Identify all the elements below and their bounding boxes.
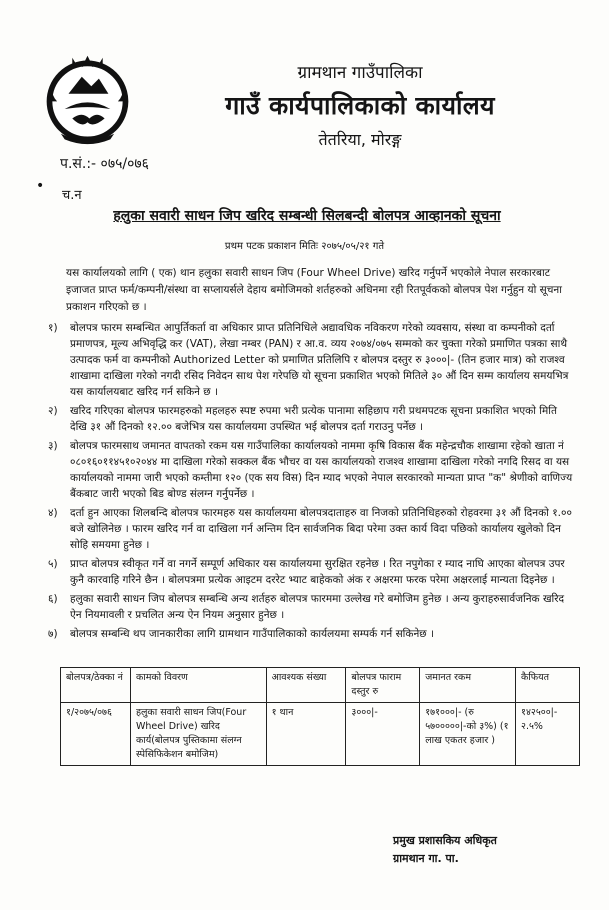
column-header: बोलपत्र फाराम दस्तुर रु [346, 668, 420, 703]
condition-number: ७) [48, 628, 58, 640]
table-header-row [61, 668, 580, 703]
column-header: कामको विवरण [130, 668, 266, 703]
government-emblem-logo [40, 52, 135, 147]
office-address: तेतरिया, मोरङ्ग [318, 130, 402, 149]
notice-title: हलुका सवारी साधन जिप खरिद सम्बन्धी सिलबन्दी बोलपत्र आव्हानको सूचना [113, 208, 501, 224]
condition-text: बोलपत्र सम्बन्धि थप जानकारीका लागि ग्रामथान गाउँपालिकाको कार्यलयमा सम्पर्क गर्न सकिनेछ । [70, 628, 434, 640]
column-header: बोलपत्र/ठेक्का नं [61, 668, 131, 703]
condition-number: ६) [48, 593, 58, 605]
publication-date: प्रथम पटक प्रकाशन मितिः २०७५/०५/२१ गते [224, 241, 385, 252]
table-cell: १/२०७५/०७६ [61, 703, 131, 766]
condition-text: खरिद गरिएका बोलपत्र फारमहरुको महलहरु स्पष्ट रुपमा भरी प्रत्येक पानामा सहिछाप गरी प्रथमपटक सूचना प्रकाशित भएको मिति देखि ३१ औं दिनको १२.०० बजेभित्र यस कार्यालयमा उपस्थित भई बोलपत्र दर्ता गराउनु पर्नेछ । [70, 405, 557, 433]
signatory-title: प्रमुख प्रशासकिय अधिकृत [393, 834, 497, 847]
signatory-office: ग्रामथान गा. पा. [393, 852, 459, 865]
bid-details-table [60, 667, 580, 766]
column-header: जमानत रकम [420, 668, 516, 703]
condition-item [48, 556, 576, 588]
column-header: कैफियत [516, 668, 580, 703]
condition-item [48, 505, 576, 553]
condition-item [48, 626, 576, 642]
municipality-name: ग्रामथान गाउँपालिका [297, 63, 423, 83]
table-cell: १७१०००|- (रु ५७०००००|-को ३%) (१ लाख एकतर हजार ) [420, 703, 516, 766]
conditions-list [48, 320, 576, 645]
condition-text: बोलपत्र फारम सम्बन्धित आपुर्तिकर्ता वा अधिकार प्राप्त प्रतिनिधिले अद्यावधिक नविकरण गरेको व्यवसाय, संस्था वा कम्पनीको दर्ता प्रमाणपत्र, मूल्य अभिवृद्धि कर (VAT), लेखा नम्बर (PAN) र आ.व. व्यय २०७४/०७५ सम्मको कर चुक्ता गरेको प्रमाणित पत्रका साथै उत्पादक फर्म वा कम्पनीको Authorized Letter को प्रमाणित प्रतिलिपि र बोलपत्र दस्तुर रु ३०००|- (तिन हजार मात्र) को राजश्व शाखामा दाखिला गरेको नगदी रसिद निवेदन साथ पेश गरेपछि यो सूचना प्रकाशित भएको मितिले ३० औं दिन सम्म कार्यालय समयभित्र यस कार्यालयबाट खरिद गर्न सकिने छ । [70, 322, 569, 398]
condition-text: दर्ता हुन आएका शिलबन्दि बोलपत्र फारमहरु यस कार्यालयमा बोलपत्रदाताहरु वा निजको प्रतिनिधिहरुको रोहवरमा ३१ औं दिनको १.०० बजे खोलिनेछ । फारम खरिद गर्न वा दाखिला गर्न अन्तिम दिन सार्वजनिक बिदा परेमा उक्त कार्य विदा पछिको कार्यालय खुलेको दिन सोहि समयमा हुनेछ । [70, 507, 572, 551]
condition-number: ४) [48, 507, 58, 519]
condition-item [48, 591, 576, 623]
intro-paragraph: यस कार्यालयको लागि ( एक) थान हलुका सवारी साधन जिप (Four Wheel Drive) खरिद गर्नुपर्ने भएकोले नेपाल सरकारबाट इजाजत प्राप्त फर्म/कम्पनी/संस्था वा सप्लायर्सले देहाय बमोजिमको शर्तहरुको अधिनमा रही रितपूर्वकको बोलपत्र पेश गर्नुहुन यो सूचना प्रकाशन गरिएको छ । [66, 267, 562, 313]
emblem-icon [40, 52, 135, 147]
signature-block [393, 832, 497, 868]
table-cell: १४२५००|- २.५% [516, 703, 580, 766]
table-cell: १ थान [266, 703, 346, 766]
column-header: आवश्यक संख्या [266, 668, 346, 703]
condition-number: २) [48, 405, 58, 417]
condition-number: ५) [48, 558, 58, 570]
dispatch-number: च.न [62, 188, 82, 203]
table-cell: हलुका सवारी साधन जिप(Four Wheel Drive) खरिद कार्य(बोलपत्र पुस्तिकामा संलग्न स्पेसिफिकेशन बमोजिम) [130, 703, 266, 766]
condition-text: प्राप्त बोलपत्र स्वीकृत गर्ने वा नगर्ने सम्पूर्ण अधिकार यस कार्यालयमा सुरक्षित रहनेछ । रित नपुगेका र म्याद नाघि आएका बोलपत्र उपर कुनै कारवाहि गरिने छैन । बोलपत्रमा प्रत्येक आइटम दररेट भ्याट बाहेकको अंक र अक्षरमा फरक परेमा अक्षरलाई मान्यता दिइनेछ । [70, 558, 565, 586]
bullet-mark: • [36, 178, 45, 194]
table-row [61, 703, 580, 766]
condition-item [48, 320, 576, 400]
reference-number: प.सं.:- ०७५/०७६ [60, 156, 149, 172]
condition-number: १) [48, 322, 58, 334]
condition-item [48, 403, 576, 435]
condition-text: बोलपत्र फारमसाथ जमानत वापतको रकम यस गाउँपालिका कार्यालयको नाममा कृषि विकास बैंक महेन्द्रचौक शाखामा रहेको खाता नं ०८०१६०११४५१०२०४४ मा दाखिला गरेको सक्कल बैंक भौचर वा यस कार्यालयको राजश्व शाखामा दाखिला गरेको नगदि रिसद वा यस कार्यालयको नाममा जारी भएको कम्तीमा १२० (एक सय विस) दिन म्याद भएको नेपाल सरकारको मान्यता प्राप्त "क" श्रेणीको वाणिज्य बैंकबाट जारी भएको बिड बोण्ड संलग्न गर्नुपर्नेछ । [70, 440, 573, 500]
office-name: गाउँ कार्यपालिकाको कार्यालय [225, 91, 495, 120]
condition-number: ३) [48, 440, 58, 452]
condition-item [48, 438, 576, 502]
table-cell: ३०००|- [346, 703, 420, 766]
condition-text: हलुका सवारी साधन जिप बोलपत्र सम्बन्धि अन्य शर्तहरु बोलपत्र फारममा उल्लेख गरे बमोजिम हुनेछ । अन्य कुराहरुसार्वजनिक खरिद ऐन नियमावली र प्रचलित अन्य ऐन नियम अनुसार हुनेछ । [70, 593, 565, 621]
